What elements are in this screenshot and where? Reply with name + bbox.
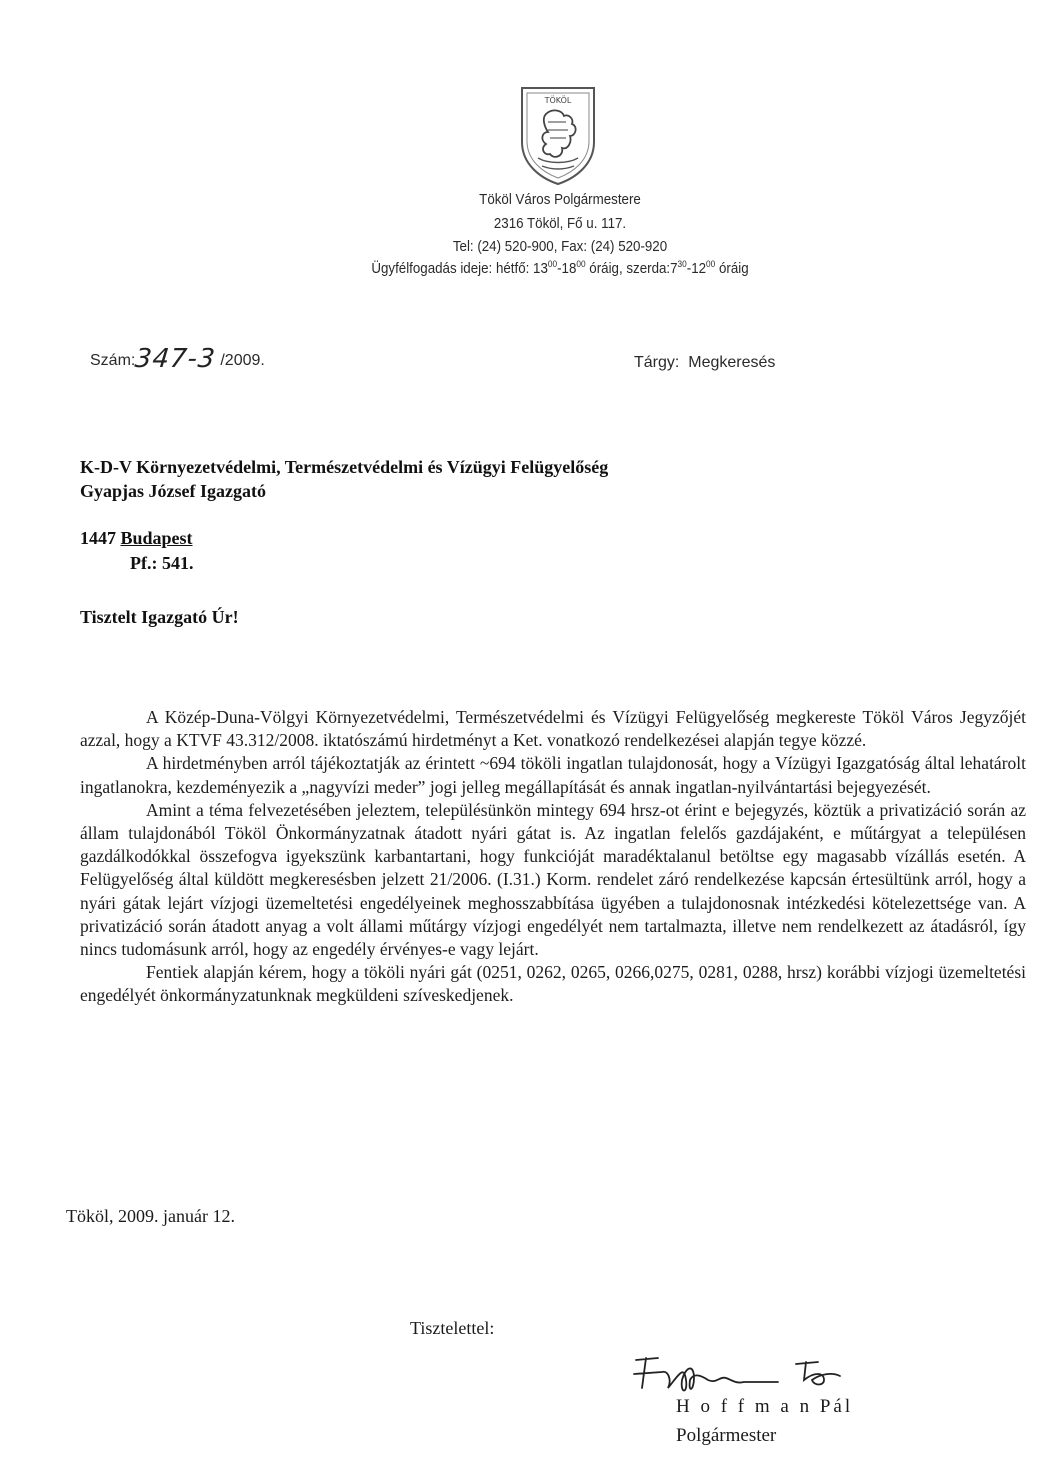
- body-paragraph-3: Amint a téma felvezetésében jeleztem, településünkön mintegy 694 hrsz-ot érint e bejegyzés, köztük a privatizáció során az állam tulajdonából Tököl Önkormányzatnak átadott nyári gátat is. Az ingatlan felelős gazdájaként, e műtárgyat a településen gazdálkodókkal összefogva igyekszünk karbantartani, hogy funkcióját maradéktalanul betöltse egy magasabb vízállás esetén. A Felügyelőség által küldött megkeresésben jelzett 21/2006. (I.31.) Korm. rendelet záró rendelkezése kapcsán értesültünk arról, hogy a nyári gátak lejárt vízjogi üzemeltetési engedélyeinek meghosszabbítása ügyében a tulajdonosnak intézkedési kötelezettsége van. A privatizáció során átadott anyag a volt állami műtárgy vízjogi engedélyét nem tartalmazta, illetve nem rendelkezett az átadásról, így nincs tudomásunk arról, hogy az engedély érvényes-e vagy lejárt.: [80, 799, 1026, 960]
- recipient-pobox: Pf.: 541.: [130, 553, 194, 573]
- letter-body: [80, 706, 1026, 1008]
- recipient-city-line: [80, 528, 193, 549]
- subject-value: Megkeresés: [688, 354, 776, 371]
- subject-line: [634, 354, 775, 372]
- handwritten-signature: [628, 1350, 858, 1396]
- subject-label: Tárgy:: [634, 354, 680, 371]
- city-crest-logo: [518, 84, 598, 186]
- date-line: Tököl, 2009. január 12.: [66, 1206, 235, 1226]
- reference-label: Szám:: [90, 352, 136, 369]
- closing: Tisztelettel:: [410, 1318, 495, 1338]
- handwritten-reference-number: 347-3: [133, 344, 218, 374]
- letterhead-address: 2316 Tököl, Fő u. 117.: [493, 216, 627, 232]
- recipient-person: Gyapjas József Igazgató: [80, 481, 266, 501]
- body-paragraph-1: A Közép-Duna-Völgyi Környezetvédelmi, Természetvédelmi és Vízügyi Felügyelőség megkereste Tököl Város Jegyzőjét azzal, hogy a KTVF 43.312/2008. iktatószámú hirdetményt a Ket. vonatkozó rendelkezései alapján tegye közzé.: [80, 707, 1026, 751]
- recipient-postcode: 1447: [80, 528, 116, 548]
- reference-number: [90, 344, 265, 374]
- crest-text: TÖKÖL: [544, 96, 572, 105]
- signatory-name: H o f f m a n Pál: [676, 1396, 854, 1417]
- salutation: Tisztelt Igazgató Úr!: [80, 607, 239, 627]
- recipient-organization: K-D-V Környezetvédelmi, Természetvédelmi és Vízügyi Felügyelőség: [80, 457, 609, 477]
- letterhead-office-hours: Ügyfélfogadás ideje: hétfő: $13^{00}-18^{00}$ óráig, $szerda:7^{30}-12^{00}$ óráig: [371, 259, 749, 277]
- body-paragraph-4: Fentiek alapján kérem, hogy a tököli nyári gát (0251, 0262, 0265, 0266,0275, 0281, 0288, hrsz) korábbi vízjogi üzemeltetési engedélyét önkormányzatunknak megküldeni szíveskedjenek.: [80, 962, 1026, 1006]
- letterhead-phone-fax: Tel: (24) 520-900, Fax: (24) 520-920: [452, 239, 668, 255]
- body-paragraph-2: A hirdetményben arról tájékoztatják az érintett ~694 tököli ingatlan tulajdonosát, hogy a Vízügyi Igazgatóság által lehatárolt ingatlanokra, kezdeményezik a „nagyvízi meder” jogi jelleg megállapítását és annak ingatlan-nyilvántartási bejegyezését.: [80, 753, 1026, 797]
- signatory-title: Polgármester: [676, 1425, 777, 1446]
- reference-year: /2009.: [220, 352, 265, 369]
- letterhead-name: Tököl Város Polgármestere: [479, 192, 641, 208]
- recipient-city: Budapest: [120, 528, 193, 548]
